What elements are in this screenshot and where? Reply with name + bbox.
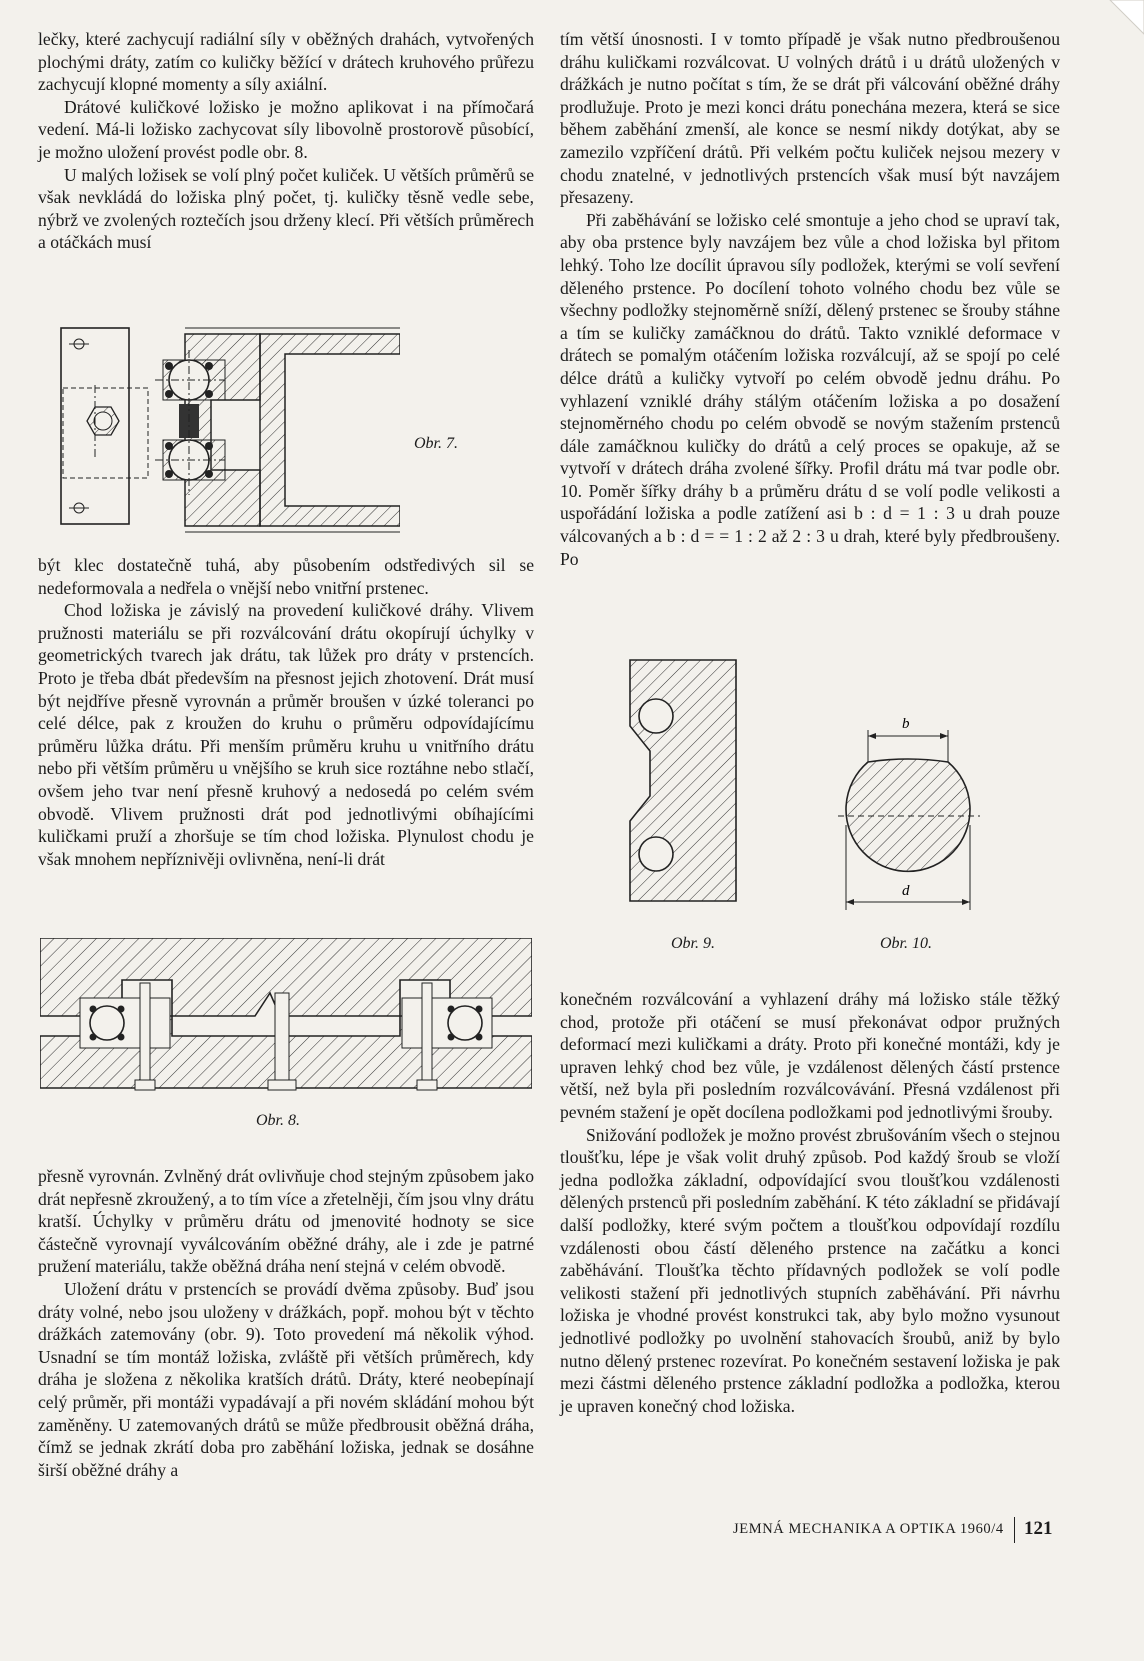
figure-7-drawing (55, 320, 400, 540)
paragraph: tím větší únosnosti. I v tomto případě je však nutno předbroušenou dráhu kuličkami rozválcovat. U volných drátů i u drátů uložených v drážkách je nutno počítat s tím, že se drát při válcování oběžné dráhy prodlužuje. Proto je mezi konci drátu ponechána mezera, která se sice během zaběhání zmenší, ale konce se nesmí nikdy dotýkat, aby se zamezilo vzpříčení drátů. Při velkém počtu kuliček nejsou mezery v chodu znatelné, v jednotlivých prstencích však musí být navzájem přesazeny. (560, 29, 1060, 208)
figure-9-caption: Obr. 9. (671, 935, 716, 952)
page-number: 121 (1024, 1518, 1053, 1539)
paragraph: lečky, které zachycují radiální síly v oběžných drahách, vytvořených plochými dráty, zatím co kuličky běžící v drátech kruhového průřezu zachycují klopné momenty a síly axiální. (38, 29, 534, 95)
column-right-top (560, 28, 1060, 570)
paragraph: konečném rozválcování a vyhlazení dráhy má ložisko stále těžký chod, protože při otáčení se musí překonávat odpor pružných deformací mezi kuličkami a dráty. Proto při konečné montáži, kdy je upraven lehký chod bez vůle, je vzdálenost dělených částí prstence větší, než byla při posledním rozválcovávání. Přesná vzdálenost při pevném stažení je opět docílena podložkami pod jednotlivými šrouby. (560, 989, 1060, 1122)
paragraph: Chod ložiska je závislý na provedení kuličkové dráhy. Vlivem pružnosti materiálu se při rozválcování drátu okopírují úchylky v geometrických tvarech jak drátu, tak lůžek pro dráty v prstencích. Proto je třeba dbát především na přesnost jejich zhotovení. Drát musí být nejdříve přesně vyrovnán a průměr broušen v úzké toleranci po celé délce, pak z kroužen do kruhu o průměru odpovídajícímu průměru lůžka drátu. Při menším průměru kruhu u vnitřního drátu nebo při větším průměru u vnějšího se kruh sice roztáhne nebo stlačí, ovšem jeho tvar není přesně kruhový a nedosedá po celém svém obvodě. Vlivem pružnosti drát pod jednotlivými obíhajícími kuličkami pruží a zhoršuje se tím chod ložiska. Plynulost chodu je však mnohem nepříznivěji ovlivněna, není-li drát (38, 600, 534, 869)
figure-10-caption: Obr. 10. (880, 935, 933, 952)
paragraph: Snižování podložek je možno provést zbrušováním všech o stejnou tloušťku, lépe je však volit druhý způsob. Pod každý šroub se vloží jedna podložka základní, odpovídající svou tloušťkou vzdálenosti dělených prstenců při posledním zaběhání. K této základní se přidávají další podložky, které svým počtem a tloušťkou odpovídají rozdílu vzdálenosti obou částí děleného prstence na začátku a konci zaběhávání. Tloušťka těchto přídavných podložek se volí podle velikosti stažení při jednotlivých stupních zaběhávání. Při návrhu ložiska je vhodné provést konstrukci tak, aby bylo možno vysunout jednotlivé podložky po uvolnění stahovacích šroubů, aniž by bylo nutno dělený prstenec rozevírat. Po konečném sestavení ložiska je pak mezi částmi děleného prstence základní podložka a podložka, kterou je upraven konečný chod ložiska. (560, 1124, 1060, 1416)
paragraph: být klec dostatečně tuhá, aby působením odstředivých sil se nedeformovala a nedřela o vnější nebo vnitřní prstenec. (38, 555, 534, 598)
column-right-bottom (560, 988, 1060, 1417)
column-left-bottom (38, 1165, 534, 1481)
figure-9-drawing (628, 656, 738, 906)
paragraph: přesně vyrovnán. Zvlněný drát ovlivňuje chod stejným způsobem jako drát nepřesně zkroužený, a to tím více a zřetelněji, čím jsou vlny drátu kratší. Úchylky v průměru drátu od jmenovité hodnoty se sice částečně vyrovnají vyválcováním oběžné dráhy, ale i zde je patrné pružení materiálu, takže oběžná dráha není stejná v celém obvodě. (38, 1166, 534, 1277)
paragraph: Drátové kuličkové ložisko je možno aplikovat i na přímočará vedení. Má-li ložisko zachycovat síly libovolně prostorově působící, je možno uložení provést podle obr. 8. (38, 96, 534, 162)
figure-10-drawing (838, 710, 988, 915)
figure-8-drawing (40, 938, 532, 1098)
page-corner-fold (1100, 0, 1144, 44)
paragraph: Uložení drátu v prstencích se provádí dvěma způsoby. Buď jsou dráty volné, nebo jsou uloženy v drážkách, popř. mohou být v těchto drážkách zatemovány (obr. 9). Toto provedení má několik výhod. Usnadní se tím montáž ložiska, zvláště při větších průměrech, kdy dráha je složena z několika kratších drátů. Dráty, které neobepínají celý průměr, při montáži vypadávají a při novém skládání mohou být zaměněny. U zatemovaných drátů se může předbrousit oběžná dráha, čímž se jednak zkrátí doba pro zaběhání ložiska, jednak se dosáhne širší oběžné dráhy a (38, 1278, 534, 1480)
journal-footer: JEMNÁ MECHANIKA A OPTIKA 1960/4 (733, 1521, 1004, 1537)
column-left-middle (38, 554, 534, 870)
figure-8-caption: Obr. 8. (256, 1112, 301, 1129)
footer-divider (1014, 1517, 1015, 1543)
figure-7-caption: Obr. 7. (414, 435, 459, 452)
column-left-top (38, 28, 534, 254)
dimension-label-b: b (902, 716, 910, 732)
dimension-label-d: d (902, 883, 910, 899)
paragraph: Při zaběhávání se ložisko celé smontuje a jeho chod se upraví tak, aby oba prstence byly navzájem bez vůle a chod ložiska byl přitom lehký. Toho lze docílit úpravou síly podložek, kterými se volí sevření děleného prstence. Po docílení tohoto volného chodu bez vůle se všechny podložky stejnoměrně sníží, dělený prstenec se šrouby stáhne a tím se kuličky zamáčknou do drátů. Takto vzniklé deformace v drátech se pomalým otáčením ložiska rozválcují, až se spojí po celé délce drátů a kuličky vytvoří po celém obvodě jednu dráhu. Po vyhlazení vzniklé dráhy stálým otáčením ložiska a po dosažení stejnoměrného chodu po celém obvodě se novým stažením prstenců dále zamáčknou kuličky do drátů a celý proces se opakuje, až se vytvoří v drátech dráha zvolené šířky. Profil drátu má tvar podle obr. 10. Poměr šířky dráhy b a průměru drátu d se volí podle velikosti a uspořádání ložiska a podle zatížení asi b : d = 1 : 3 u drah pouze válcovaných a b : d = = 1 : 2 až 2 : 3 u drah, které byly předbroušeny. Po (560, 209, 1060, 569)
paragraph: U malých ložisek se volí plný počet kuliček. U větších průměrů se však nevkládá do ložiska plný počet, tj. kuličky těsně vedle sebe, nýbrž ve zvolených roztečích jsou drženy klecí. Při větších průměrech a otáčkách musí (38, 164, 534, 253)
